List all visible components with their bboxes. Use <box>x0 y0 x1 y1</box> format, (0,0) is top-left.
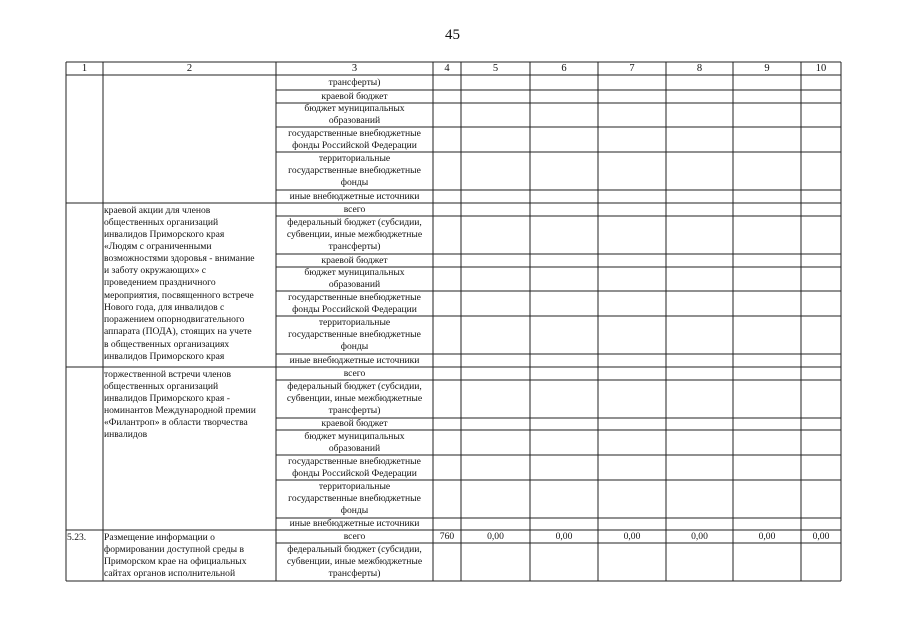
source-territorial-l3: фонды <box>340 505 369 516</box>
block3-desc-line: номинантов Международной премии <box>104 405 256 416</box>
source-statefunds-l1: государственные внебюджетные <box>288 292 421 303</box>
block3-desc-line: инвалидов Приморского края - <box>104 393 230 404</box>
source-territorial-l2: государственные внебюджетные <box>288 493 421 504</box>
cell-col4: 760 <box>439 531 455 542</box>
source-regional: краевой бюджет <box>321 418 388 429</box>
source-other: иные внебюджетные источники <box>289 355 420 366</box>
source-territorial-l3: фонды <box>340 177 369 188</box>
block3-desc-line: инвалидов <box>104 429 148 440</box>
source-federal-l2: субвенции, иные межбюджетные <box>286 393 423 404</box>
cell-value: 0,00 <box>812 531 830 542</box>
header-col-6: 6 <box>561 63 567 74</box>
header-col-7: 7 <box>629 63 635 74</box>
source-territorial-l3: фонды <box>340 341 369 352</box>
block4-desc-line: сайтах органов исполнительной <box>104 568 236 579</box>
header-col-10: 10 <box>815 63 827 74</box>
source-territorial-l2: государственные внебюджетные <box>288 165 421 176</box>
header-col-3: 3 <box>351 63 358 74</box>
source-territorial-l1: территориальные <box>318 481 391 492</box>
block2-desc-line: инвалидов Приморского края <box>104 229 225 240</box>
source-federal-l1: федеральный бюджет (субсидии, <box>287 217 422 228</box>
block2-desc-line: поражением опорнодвигательного <box>104 314 245 325</box>
block4-desc-line: Приморском крае на официальных <box>104 556 247 567</box>
block2-desc-line: общественных организаций <box>104 217 219 228</box>
source-federal-l3: трансферты) <box>328 241 381 252</box>
source-federal-l2: субвенции, иные межбюджетные <box>286 229 423 240</box>
block3-desc-line: торжественной встречи членов <box>104 369 231 380</box>
block3-desc-line: общественных организаций <box>104 381 219 392</box>
block2-desc-line: мероприятия, посвященного встрече <box>104 290 254 301</box>
block2-desc-line: инвалидов Приморского края <box>104 351 225 362</box>
block2-desc-line: проведением праздничного <box>104 277 216 288</box>
row-number: 5.23. <box>67 532 87 543</box>
source-regional: краевой бюджет <box>321 255 388 266</box>
header-col-5: 5 <box>492 63 499 74</box>
source-statefunds-l2: фонды Российской Федерации <box>292 468 417 479</box>
source-regional: краевой бюджет <box>321 91 388 102</box>
block4-desc-line: формировании доступной среды в <box>104 544 245 555</box>
source-statefunds-l1: государственные внебюджетные <box>288 456 421 467</box>
header-col-9: 9 <box>764 63 770 74</box>
block3-desc-line: «Филантроп» в области творчества <box>104 417 248 428</box>
cell-value: 0,00 <box>623 531 641 542</box>
source-statefunds-l2: фонды Российской Федерации <box>292 140 417 151</box>
block2-desc-line: краевой акции для членов <box>104 205 211 216</box>
source-territorial-l1: территориальные <box>318 153 391 164</box>
source-municipal-l1: бюджет муниципальных <box>304 267 405 278</box>
source-total: всего <box>343 368 366 379</box>
header-col-1: 1 <box>81 63 88 74</box>
page-number: 45 <box>445 27 460 43</box>
source-other: иные внебюджетные источники <box>289 191 420 202</box>
header-col-8: 8 <box>696 63 703 74</box>
source-federal-l1: федеральный бюджет (субсидии, <box>287 381 422 392</box>
source-total: всего <box>343 531 366 542</box>
source-federal-cont: трансферты) <box>328 77 381 88</box>
source-federal-l2: субвенции, иные межбюджетные <box>286 556 423 567</box>
source-municipal-l1: бюджет муниципальных <box>304 431 405 442</box>
source-statefunds-l1: государственные внебюджетные <box>288 128 421 139</box>
cell-value: 0,00 <box>555 531 573 542</box>
source-federal-l1: федеральный бюджет (субсидии, <box>287 544 422 555</box>
source-federal-l3: трансферты) <box>328 405 381 416</box>
block2-desc-line: аппарата (ПОДА), стоящих на учете <box>104 326 252 337</box>
block2-desc-line: в общественных организациях <box>104 339 230 350</box>
block2-desc-line: «Людям с ограниченными <box>104 241 212 252</box>
cell-value: 0,00 <box>758 531 776 542</box>
block2-desc-line: Нового года, для инвалидов с <box>104 302 225 313</box>
block2-desc-line: возможностями здоровья - внимание <box>104 253 255 264</box>
header-col-4: 4 <box>444 63 450 74</box>
source-territorial-l2: государственные внебюджетные <box>288 329 421 340</box>
block2-desc-line: и заботу окружающих» с <box>104 265 207 276</box>
header-col-2: 2 <box>186 63 193 74</box>
source-other: иные внебюджетные источники <box>289 518 420 529</box>
source-statefunds-l2: фонды Российской Федерации <box>292 304 417 315</box>
source-territorial-l1: территориальные <box>318 317 391 328</box>
cell-value: 0,00 <box>487 531 504 542</box>
source-municipal-l1: бюджет муниципальных <box>304 103 405 114</box>
source-municipal-l2: образований <box>328 443 381 454</box>
source-municipal-l2: образований <box>328 115 381 126</box>
cell-value: 0,00 <box>691 531 708 542</box>
source-municipal-l2: образований <box>328 279 381 290</box>
source-total: всего <box>343 204 366 215</box>
source-federal-l3: трансферты) <box>328 568 381 579</box>
block4-desc-line: Размещение информации о <box>104 532 215 543</box>
